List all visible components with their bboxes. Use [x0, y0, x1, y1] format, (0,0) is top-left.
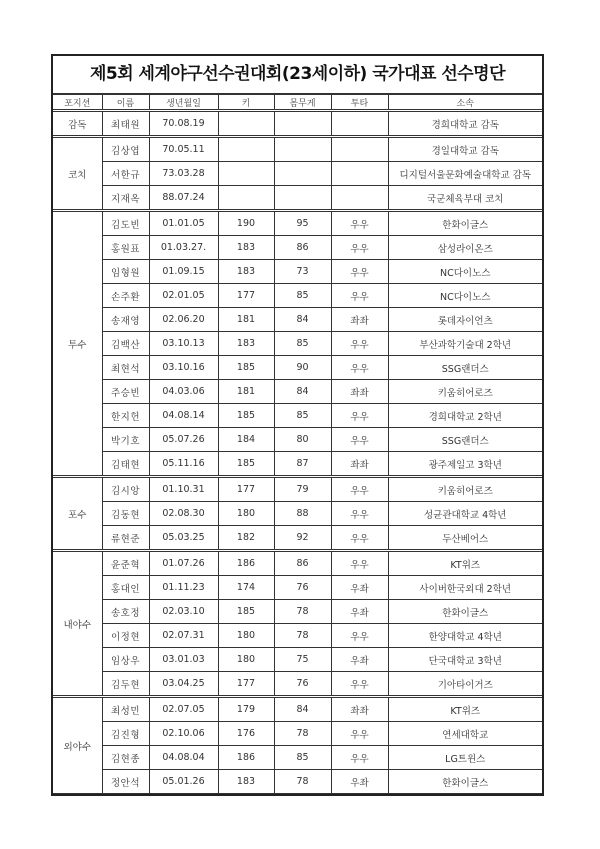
- table-row: [53, 672, 542, 697]
- player-name-cell: 손주환: [102, 284, 149, 308]
- weight-cell: 84: [274, 697, 331, 722]
- player-name-cell: 박기호: [102, 428, 149, 452]
- weight-cell: 80: [274, 428, 331, 452]
- player-name-cell: 류현준: [102, 526, 149, 551]
- weight-cell: 78: [274, 624, 331, 648]
- bats-throws-cell: 우우: [331, 260, 388, 284]
- affiliation-cell: 국군체육부대 코치: [388, 186, 542, 211]
- bats-throws-cell: 우우: [331, 236, 388, 260]
- birthdate-cell: 02.06.20: [149, 308, 218, 332]
- weight-cell: 86: [274, 236, 331, 260]
- birthdate-cell: 02.07.31: [149, 624, 218, 648]
- roster-document: [51, 54, 544, 796]
- table-row: [53, 380, 542, 404]
- table-row: [53, 186, 542, 211]
- affiliation-cell: SSG랜더스: [388, 428, 542, 452]
- height-cell: 177: [218, 284, 274, 308]
- weight-cell: 78: [274, 770, 331, 794]
- weight-cell: 73: [274, 260, 331, 284]
- affiliation-cell: 한화이글스: [388, 770, 542, 794]
- bats-throws-cell: 우우: [331, 404, 388, 428]
- weight-cell: 84: [274, 380, 331, 404]
- table-row: [53, 648, 542, 672]
- affiliation-cell: 기아타이거즈: [388, 672, 542, 697]
- table-row: [53, 111, 542, 137]
- birthdate-cell: 04.08.04: [149, 746, 218, 770]
- bats-throws-cell: 우좌: [331, 576, 388, 600]
- birthdate-cell: 05.01.26: [149, 770, 218, 794]
- height-cell: 182: [218, 526, 274, 551]
- height-cell: 181: [218, 380, 274, 404]
- affiliation-cell: KT위즈: [388, 551, 542, 576]
- birthdate-cell: 01.09.15: [149, 260, 218, 284]
- table-row: [53, 502, 542, 526]
- birthdate-cell: 02.07.05: [149, 697, 218, 722]
- weight-cell: 87: [274, 452, 331, 477]
- position-group-label: 코치: [53, 137, 102, 211]
- affiliation-cell: NC다이노스: [388, 260, 542, 284]
- height-cell: 185: [218, 404, 274, 428]
- height-cell: 180: [218, 624, 274, 648]
- player-name-cell: 최태원: [102, 111, 149, 137]
- player-name-cell: 김진형: [102, 722, 149, 746]
- player-name-cell: 최성민: [102, 697, 149, 722]
- height-cell: 180: [218, 648, 274, 672]
- player-name-cell: 김현종: [102, 746, 149, 770]
- birthdate-cell: 88.07.24: [149, 186, 218, 211]
- player-name-cell: 김시앙: [102, 477, 149, 502]
- affiliation-cell: 성균관대학교 4학년: [388, 502, 542, 526]
- bats-throws-cell: 우우: [331, 722, 388, 746]
- weight-cell: 86: [274, 551, 331, 576]
- affiliation-cell: 광주제일고 3학년: [388, 452, 542, 477]
- height-cell: 186: [218, 746, 274, 770]
- position-group-label: 투수: [53, 211, 102, 477]
- weight-cell: 85: [274, 284, 331, 308]
- affiliation-cell: NC다이노스: [388, 284, 542, 308]
- affiliation-cell: 연세대학교: [388, 722, 542, 746]
- height-cell: 177: [218, 477, 274, 502]
- weight-cell: [274, 137, 331, 162]
- weight-cell: 75: [274, 648, 331, 672]
- bats-throws-cell: 우우: [331, 672, 388, 697]
- height-cell: 190: [218, 211, 274, 236]
- player-name-cell: 송호정: [102, 600, 149, 624]
- position-group-label: 외야수: [53, 697, 102, 794]
- table-row: [53, 236, 542, 260]
- player-name-cell: 임형원: [102, 260, 149, 284]
- birthdate-cell: 02.10.06: [149, 722, 218, 746]
- height-cell: 185: [218, 600, 274, 624]
- affiliation-cell: 한화이글스: [388, 211, 542, 236]
- birthdate-cell: 05.07.26: [149, 428, 218, 452]
- birthdate-cell: 02.03.10: [149, 600, 218, 624]
- height-cell: [218, 162, 274, 186]
- weight-cell: [274, 186, 331, 211]
- affiliation-cell: 디지털서울문화예술대학교 감독: [388, 162, 542, 186]
- column-header-bats-throws: 투타: [331, 95, 388, 111]
- birthdate-cell: 05.11.16: [149, 452, 218, 477]
- bats-throws-cell: 우우: [331, 284, 388, 308]
- height-cell: 179: [218, 697, 274, 722]
- table-row: [53, 477, 542, 502]
- table-row: [53, 260, 542, 284]
- table-row: [53, 428, 542, 452]
- player-name-cell: 지재옥: [102, 186, 149, 211]
- bats-throws-cell: 좌좌: [331, 380, 388, 404]
- position-group-label: 내야수: [53, 551, 102, 697]
- player-name-cell: 홍원표: [102, 236, 149, 260]
- bats-throws-cell: 우우: [331, 551, 388, 576]
- table-row: [53, 356, 542, 380]
- weight-cell: 76: [274, 576, 331, 600]
- affiliation-cell: 경희대학교 감독: [388, 111, 542, 137]
- column-header-name: 이름: [102, 95, 149, 111]
- birthdate-cell: 02.08.30: [149, 502, 218, 526]
- player-name-cell: 윤준혁: [102, 551, 149, 576]
- player-name-cell: 김두현: [102, 672, 149, 697]
- height-cell: [218, 186, 274, 211]
- bats-throws-cell: 우좌: [331, 600, 388, 624]
- affiliation-cell: 단국대학교 3학년: [388, 648, 542, 672]
- column-header-affiliation: 소속: [388, 95, 542, 111]
- bats-throws-cell: [331, 111, 388, 137]
- affiliation-cell: 키움히어로즈: [388, 477, 542, 502]
- bats-throws-cell: 우우: [331, 332, 388, 356]
- affiliation-cell: 한양대학교 4학년: [388, 624, 542, 648]
- affiliation-cell: 롯데자이언츠: [388, 308, 542, 332]
- birthdate-cell: 04.08.14: [149, 404, 218, 428]
- height-cell: 185: [218, 356, 274, 380]
- table-row: [53, 697, 542, 722]
- birthdate-cell: 03.10.13: [149, 332, 218, 356]
- affiliation-cell: 키움히어로즈: [388, 380, 542, 404]
- weight-cell: 79: [274, 477, 331, 502]
- birthdate-cell: 01.01.05: [149, 211, 218, 236]
- player-name-cell: 정안석: [102, 770, 149, 794]
- affiliation-cell: KT위즈: [388, 697, 542, 722]
- birthdate-cell: 02.01.05: [149, 284, 218, 308]
- player-name-cell: 주승빈: [102, 380, 149, 404]
- height-cell: 183: [218, 236, 274, 260]
- bats-throws-cell: [331, 137, 388, 162]
- table-row: [53, 600, 542, 624]
- weight-cell: 85: [274, 746, 331, 770]
- table-header-row: [53, 95, 542, 111]
- height-cell: 180: [218, 502, 274, 526]
- table-row: [53, 576, 542, 600]
- bats-throws-cell: 우우: [331, 211, 388, 236]
- table-row: [53, 137, 542, 162]
- height-cell: 177: [218, 672, 274, 697]
- weight-cell: 90: [274, 356, 331, 380]
- affiliation-cell: 사이버한국외대 2학년: [388, 576, 542, 600]
- table-row: [53, 551, 542, 576]
- column-header-weight: 몸무게: [274, 95, 331, 111]
- affiliation-cell: 경일대학교 감독: [388, 137, 542, 162]
- table-row: [53, 526, 542, 551]
- affiliation-cell: 경희대학교 2학년: [388, 404, 542, 428]
- roster-body: [53, 111, 542, 794]
- weight-cell: 92: [274, 526, 331, 551]
- height-cell: 186: [218, 551, 274, 576]
- bats-throws-cell: 우좌: [331, 648, 388, 672]
- weight-cell: 88: [274, 502, 331, 526]
- table-row: [53, 332, 542, 356]
- position-group-label: 포수: [53, 477, 102, 551]
- player-name-cell: 최현석: [102, 356, 149, 380]
- table-row: [53, 162, 542, 186]
- weight-cell: 78: [274, 600, 331, 624]
- weight-cell: 95: [274, 211, 331, 236]
- column-header-birthdate: 생년월일: [149, 95, 218, 111]
- player-name-cell: 임상우: [102, 648, 149, 672]
- table-row: [53, 308, 542, 332]
- table-row: [53, 452, 542, 477]
- weight-cell: 85: [274, 404, 331, 428]
- affiliation-cell: LG트윈스: [388, 746, 542, 770]
- height-cell: [218, 137, 274, 162]
- player-name-cell: 송재영: [102, 308, 149, 332]
- bats-throws-cell: 우우: [331, 526, 388, 551]
- height-cell: 183: [218, 332, 274, 356]
- column-header-position: 포지션: [53, 95, 102, 111]
- birthdate-cell: 70.08.19: [149, 111, 218, 137]
- birthdate-cell: 70.05.11: [149, 137, 218, 162]
- weight-cell: 85: [274, 332, 331, 356]
- table-row: [53, 770, 542, 794]
- player-name-cell: 이정현: [102, 624, 149, 648]
- table-row: [53, 746, 542, 770]
- weight-cell: [274, 111, 331, 137]
- affiliation-cell: SSG랜더스: [388, 356, 542, 380]
- weight-cell: 78: [274, 722, 331, 746]
- height-cell: 184: [218, 428, 274, 452]
- position-group-label: 감독: [53, 111, 102, 137]
- birthdate-cell: 03.01.03: [149, 648, 218, 672]
- bats-throws-cell: 우우: [331, 356, 388, 380]
- bats-throws-cell: 우좌: [331, 770, 388, 794]
- player-name-cell: 홍대인: [102, 576, 149, 600]
- table-row: [53, 624, 542, 648]
- player-name-cell: 김도빈: [102, 211, 149, 236]
- bats-throws-cell: 우우: [331, 502, 388, 526]
- birthdate-cell: 01.11.23: [149, 576, 218, 600]
- bats-throws-cell: 우우: [331, 624, 388, 648]
- height-cell: 183: [218, 260, 274, 284]
- bats-throws-cell: [331, 186, 388, 211]
- bats-throws-cell: [331, 162, 388, 186]
- player-name-cell: 김상엽: [102, 137, 149, 162]
- table-row: [53, 404, 542, 428]
- weight-cell: [274, 162, 331, 186]
- weight-cell: 76: [274, 672, 331, 697]
- height-cell: 176: [218, 722, 274, 746]
- birthdate-cell: 01.10.31: [149, 477, 218, 502]
- bats-throws-cell: 좌좌: [331, 697, 388, 722]
- bats-throws-cell: 좌좌: [331, 452, 388, 477]
- player-name-cell: 서한규: [102, 162, 149, 186]
- roster-table: [53, 94, 542, 794]
- player-name-cell: 김태현: [102, 452, 149, 477]
- table-row: [53, 722, 542, 746]
- player-name-cell: 김백산: [102, 332, 149, 356]
- bats-throws-cell: 우우: [331, 428, 388, 452]
- birthdate-cell: 04.03.06: [149, 380, 218, 404]
- bats-throws-cell: 우우: [331, 477, 388, 502]
- birthdate-cell: 03.10.16: [149, 356, 218, 380]
- bats-throws-cell: 우우: [331, 746, 388, 770]
- birthdate-cell: 05.03.25: [149, 526, 218, 551]
- height-cell: [218, 111, 274, 137]
- document-title: 제5회 세계야구선수권대회(23세이하) 국가대표 선수명단: [53, 56, 542, 94]
- column-header-height: 키: [218, 95, 274, 111]
- bats-throws-cell: 좌좌: [331, 308, 388, 332]
- birthdate-cell: 73.03.28: [149, 162, 218, 186]
- height-cell: 174: [218, 576, 274, 600]
- player-name-cell: 한지헌: [102, 404, 149, 428]
- affiliation-cell: 삼성라이온즈: [388, 236, 542, 260]
- player-name-cell: 김동현: [102, 502, 149, 526]
- affiliation-cell: 두산베어스: [388, 526, 542, 551]
- table-row: [53, 211, 542, 236]
- affiliation-cell: 부산과학기술대 2학년: [388, 332, 542, 356]
- affiliation-cell: 한화이글스: [388, 600, 542, 624]
- height-cell: 183: [218, 770, 274, 794]
- height-cell: 185: [218, 452, 274, 477]
- table-row: [53, 284, 542, 308]
- birthdate-cell: 01.07.26: [149, 551, 218, 576]
- birthdate-cell: 01.03.27.: [149, 236, 218, 260]
- weight-cell: 84: [274, 308, 331, 332]
- height-cell: 181: [218, 308, 274, 332]
- birthdate-cell: 03.04.25: [149, 672, 218, 697]
